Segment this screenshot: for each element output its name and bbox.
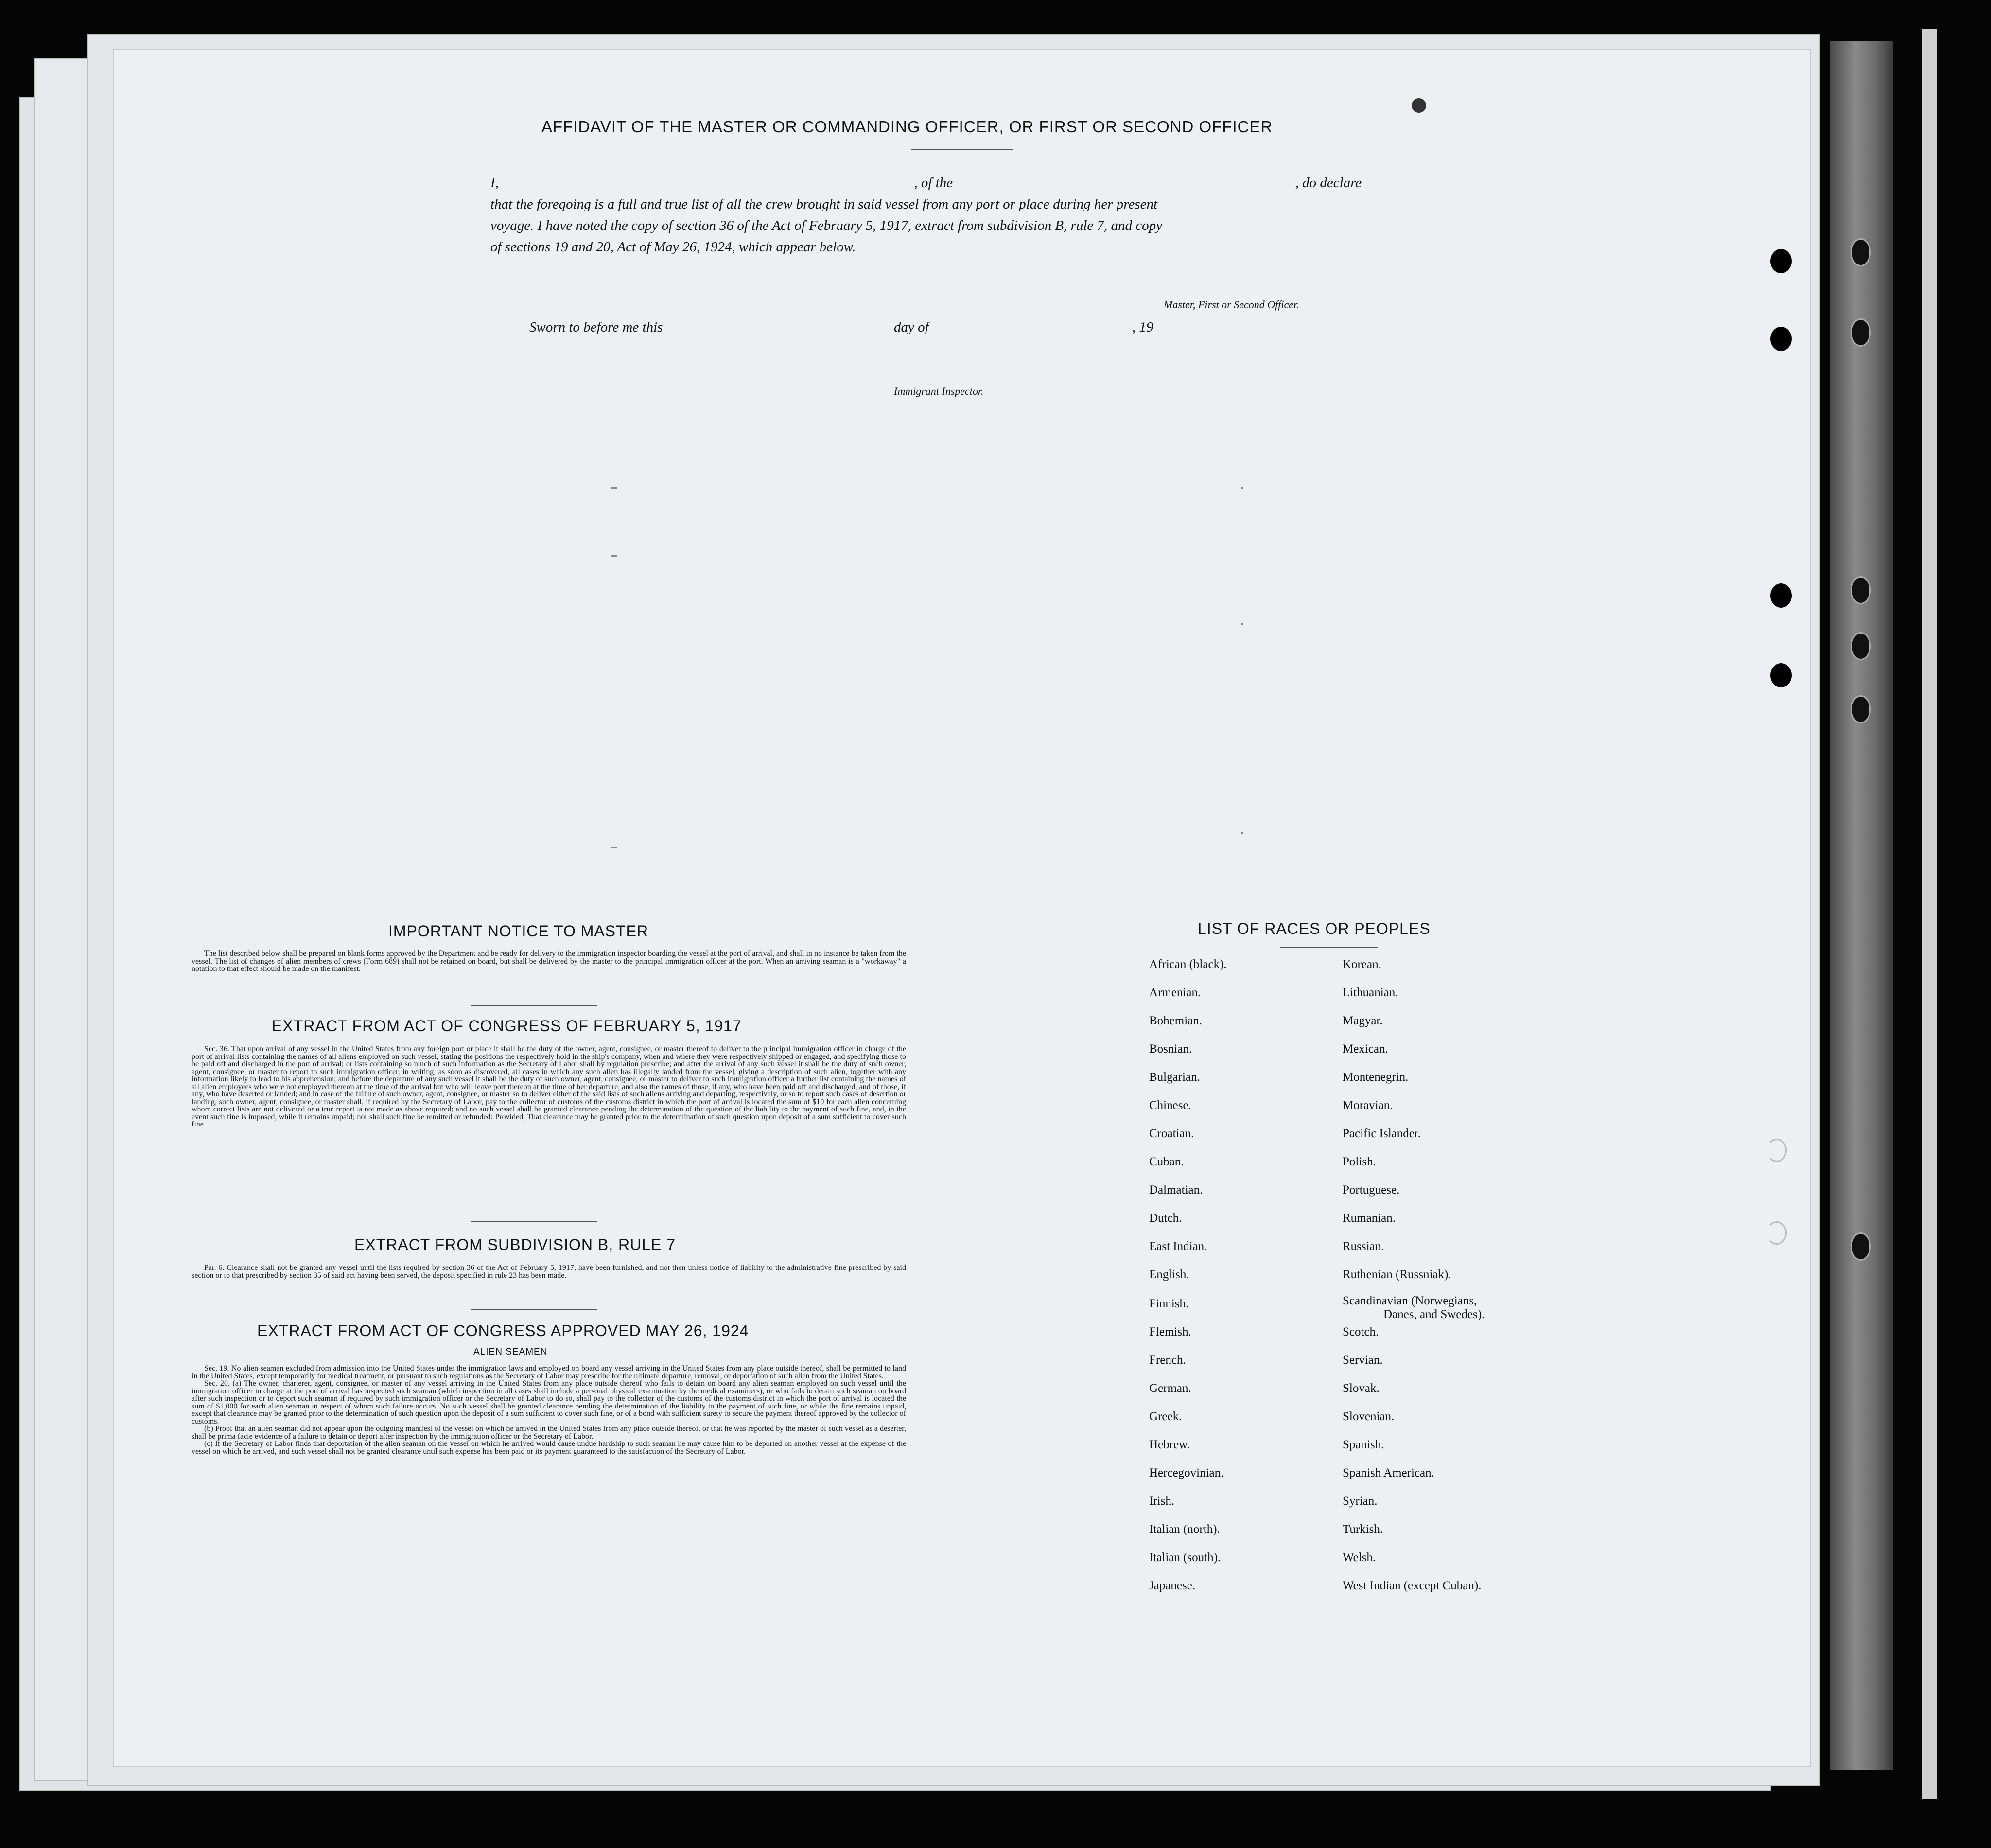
binding-hole: [1851, 576, 1871, 604]
race-entry: Polish.: [1343, 1155, 1376, 1168]
binding-hole: [1851, 1232, 1871, 1261]
scan-mark: [611, 487, 617, 489]
of-the-label: , of the: [914, 175, 953, 191]
affidavit-text-line: that the foregoing is a full and true list of all the crew brought in said vessel from any port or place during her present: [490, 196, 1158, 212]
race-entry: Mexican.: [1343, 1042, 1388, 1056]
race-entry: Scandinavian (Norwegians,: [1343, 1294, 1477, 1307]
race-entry: Flemish.: [1149, 1325, 1191, 1338]
punch-hole-outline: [1766, 1221, 1787, 1245]
punch-hole: [1770, 583, 1792, 608]
race-entry: German.: [1149, 1382, 1191, 1395]
race-entry: Bohemian.: [1149, 1014, 1203, 1027]
section-rule: [471, 1309, 597, 1310]
sec20a-paragraph: Sec. 20. (a) The owner, charterer, agent, consignee, or master of any vessel arriving in the United States from any place outside thereof who fails to detain on board any alien seaman employed on such vessel until the immigration officer in charge at the port of arrival has inspected such seaman (which inspection in all cases shall include a personal physical examination by the medical examiners), or who fails to detain such seaman on board after such inspection or to deport such seaman if required by such immigration officer or the Secretary of Labor to do so, shall pay to the collector of the customs of the customs district in which the port of arrival is located the sum of $1,000 for each alien seaman in respect of whom such failure occurs. No such vessel shall be granted clearance pending the determination of the liability to the payment of such fine, or while the fine remains unpaid, except that clearance may be granted prior to the determination of such question upon the deposit of a sum sufficient to cover such fine, or of a bond with sufficient surety to secure the payment thereof approved by the collector of customs.: [192, 1379, 906, 1426]
race-entry: Bulgarian.: [1149, 1071, 1200, 1084]
race-entry: Hebrew.: [1149, 1438, 1190, 1451]
punch-hole: [1770, 663, 1792, 687]
race-entry: Spanish American.: [1343, 1466, 1434, 1479]
inspector-label: Immigrant Inspector.: [894, 385, 984, 397]
sec20b-paragraph: (b) Proof that an alien seaman did not appear upon the outgoing manifest of the vessel on which he arrived in the United States from any place outside thereof, or that he was reported by the master of such vessel as a deserter, shall be prima facie evidence of a failure to detain or deport after inspection by the immigration officer or the Secretary of Labor.: [192, 1425, 906, 1441]
pronoun-i: I,: [490, 175, 499, 191]
race-entry: Finnish.: [1149, 1297, 1189, 1310]
binding-hole: [1851, 695, 1871, 723]
declarant-line: [490, 175, 1431, 191]
section-rule: [471, 1005, 597, 1006]
race-entry: Turkish.: [1343, 1523, 1383, 1536]
notice-paragraph: The list described below shall be prepared on blank forms approved by the Department and be ready for delivery to the immigration inspector boarding the vessel at the port of arrival, and shall in no instance be taken from the vessel. The list of changes of alien members of crews (Form 689) shall not be retained on board, but shall be delivered by the master to the principal immigration officer at the port. When an arriving seaman is a "workaway" a notation to that effect should be made on the manifest.: [192, 950, 906, 973]
section-rule: [471, 1221, 597, 1222]
extract-1924-title: EXTRACT FROM ACT OF CONGRESS APPROVED MAY 26, 1924: [257, 1322, 749, 1339]
master-signature-label: Master, First or Second Officer.: [1164, 299, 1299, 311]
race-entry: Portuguese.: [1343, 1183, 1400, 1197]
race-entry: East Indian.: [1149, 1240, 1207, 1253]
notice-body: [192, 950, 906, 973]
race-entry: Bosnian.: [1149, 1042, 1192, 1056]
race-entry: Chinese.: [1149, 1099, 1191, 1112]
race-entry: African (black).: [1149, 958, 1227, 971]
scan-mark: [611, 847, 617, 848]
affidavit-page: [113, 49, 1811, 1767]
scan-mark: [1241, 487, 1243, 489]
title-rule: [911, 149, 1013, 150]
races-title-rule: [1280, 947, 1378, 948]
sworn-label: Sworn to before me this: [529, 319, 663, 335]
race-entry: Dutch.: [1149, 1212, 1182, 1225]
race-entry: Magyar.: [1343, 1014, 1383, 1027]
race-entry: Montenegrin.: [1343, 1071, 1409, 1084]
race-entry: Japanese.: [1149, 1579, 1196, 1592]
race-entry: West Indian (except Cuban).: [1343, 1579, 1482, 1592]
affidavit-text-line: of sections 19 and 20, Act of May 26, 1924, which appear below.: [490, 239, 856, 255]
day-of-label: day of: [894, 319, 929, 335]
extract-1917-paragraph: Sec. 36. That upon arrival of any vessel in the United States from any foreign port or place it shall be the duty of the owner, agent, consignee, or master thereof to deliver to the principal immigration officer in charge of the port of arrival lists containing the names of all aliens employed on such vessel, stating the positions the respectively hold in the ship's company, when and where they were respectively shipped or engaged, and specifying those to be paid off and discharged in the port of arrival; or lists containing so much of such information as the Secretary of Labor shall by regulation prescribe; and after the arrival of any such vessel it shall be the duty of such owner, agent, consignee, or master to report to such immigration officer, in writing, as soon as discovered, all cases in which any such alien has illegally landed from the vessel, giving a description of such alien, together with any information likely to lead to his apprehension; and before the departure of any such vessel it shall be the duty of such owner, agent, consignee, or master to deliver to such immigration officer a further list containing the names of all alien employees who were not employed thereon at the time of the arrival but who will leave port thereon at the time of her departure, and also the names of those, if any, who have been paid off and discharged, and of those, if any, who have deserted or landed; and in case of the failure of such owner, agent, consignee, or master so to deliver either of the said lists of such aliens arriving and departing, respectively, or so to report such cases of desertion or landing, such owner, agent, consignee, or master shall, if required by the Secretary of Labor, pay to the collector of customs of the customs district in which the port of arrival is located the sum of $10 for each alien concerning whom correct lists are not delivered or a true report is not made as above required; and no such vessel shall be granted clearance pending the determination of the question of the liability to the payment of such fine, and, in the event such fine is imposed, while it remains unpaid; nor shall such fine be remitted or refunded: Provided, That clearance may be granted prior to the determination of such question upon deposit of a sum sufficient to cover such fine.: [192, 1045, 906, 1128]
race-entry: Syrian.: [1343, 1495, 1378, 1508]
race-entry: Croatian.: [1149, 1127, 1194, 1140]
race-entry: Irish.: [1149, 1495, 1175, 1508]
punch-hole-outline: [1766, 1139, 1787, 1162]
extract-1917-body: [192, 1045, 906, 1128]
rule7-title: EXTRACT FROM SUBDIVISION B, RULE 7: [354, 1236, 676, 1253]
race-entry: Lithuanian.: [1343, 986, 1398, 999]
race-entry: Rumanian.: [1343, 1212, 1396, 1225]
race-entry: Cuban.: [1149, 1155, 1184, 1168]
binding-hole: [1851, 632, 1871, 660]
rule7-body: [192, 1264, 906, 1279]
declare-label: , do declare: [1295, 175, 1362, 191]
alien-seamen-subtitle: ALIEN SEAMEN: [473, 1347, 548, 1357]
binding-hole: [1851, 318, 1871, 347]
binding-hole: [1851, 238, 1871, 266]
year-label: , 19: [1132, 319, 1153, 335]
sec19-paragraph: Sec. 19. No alien seaman excluded from admission into the United States under the immigration laws and employed on board any vessel arriving in the United States from any place outside thereof, shall be permitted to land in the United States, except temporarily for medical treatment, or pursuant to such regulations as the Secretary of Labor may prescribe for the ultimate departure, removal, or deportation of such alien from the United States.: [192, 1364, 906, 1380]
race-entry: Servian.: [1343, 1354, 1383, 1367]
binding-strip: [1830, 41, 1893, 1770]
notice-title: IMPORTANT NOTICE TO MASTER: [388, 922, 649, 940]
race-entry: Danes, and Swedes).: [1383, 1308, 1485, 1321]
race-entry: Scotch.: [1343, 1325, 1379, 1338]
race-entry: Armenian.: [1149, 986, 1201, 999]
extract-1917-title: EXTRACT FROM ACT OF CONGRESS OF FEBRUARY 5, 1917: [272, 1017, 742, 1035]
punch-hole: [1412, 98, 1426, 113]
binding-rod: [1922, 29, 1937, 1799]
race-entry: Korean.: [1343, 958, 1381, 971]
race-entry: Hercegovinian.: [1149, 1466, 1224, 1479]
race-entry: Greek.: [1149, 1410, 1182, 1423]
race-entry: Slovak.: [1343, 1382, 1380, 1395]
scan-mark: [1241, 623, 1243, 625]
rule7-paragraph: Par. 6. Clearance shall not be granted any vessel until the lists required by section 36 of the Act of February 5, 1917, have been furnished, and not then unless notice of liability to the administrative fine prescribed by said section or to that prescribed by section 35 of said act having been served, the deposit specified in rule 23 has been made.: [192, 1264, 906, 1280]
race-entry: Italian (south).: [1149, 1551, 1221, 1564]
punch-hole: [1770, 249, 1792, 273]
race-entry: Welsh.: [1343, 1551, 1376, 1564]
affidavit-title: AFFIDAVIT OF THE MASTER OR COMMANDING OFFICER, OR FIRST OR SECOND OFFICER: [541, 118, 1273, 136]
race-entry: Italian (north).: [1149, 1523, 1220, 1536]
race-entry: Russian.: [1343, 1240, 1384, 1253]
race-entry: Ruthenian (Russniak).: [1343, 1268, 1451, 1281]
affidavit-text-line: voyage. I have noted the copy of section 36 of the Act of February 5, 1917, extract from subdivision B, rule 7, and copy: [490, 218, 1163, 233]
race-entry: Dalmatian.: [1149, 1183, 1203, 1197]
extract-1924-body: [192, 1365, 906, 1455]
sec20c-paragraph: (c) If the Secretary of Labor finds that deportation of the alien seaman on the vessel on which he arrived would cause undue hardship to such seaman he may cause him to be deported on another vessel at the expense of the vessel on which he arrived, and such vessel shall not be granted clearance until such expense has been paid or its payment guaranteed to the satisfaction of the Secretary of Labor.: [192, 1440, 906, 1456]
race-entry: Spanish.: [1343, 1438, 1384, 1451]
race-entry: English.: [1149, 1268, 1189, 1281]
month-field[interactable]: [950, 332, 1130, 334]
scan-mark: [1241, 832, 1243, 834]
punch-hole: [1770, 327, 1792, 351]
races-title: LIST OF RACES OR PEOPLES: [1198, 920, 1431, 937]
race-entry: Slovenian.: [1343, 1410, 1395, 1423]
race-entry: Pacific Islander.: [1343, 1127, 1421, 1140]
scan-mark: [611, 555, 617, 557]
race-entry: Moravian.: [1343, 1099, 1393, 1112]
race-entry: French.: [1149, 1354, 1186, 1367]
